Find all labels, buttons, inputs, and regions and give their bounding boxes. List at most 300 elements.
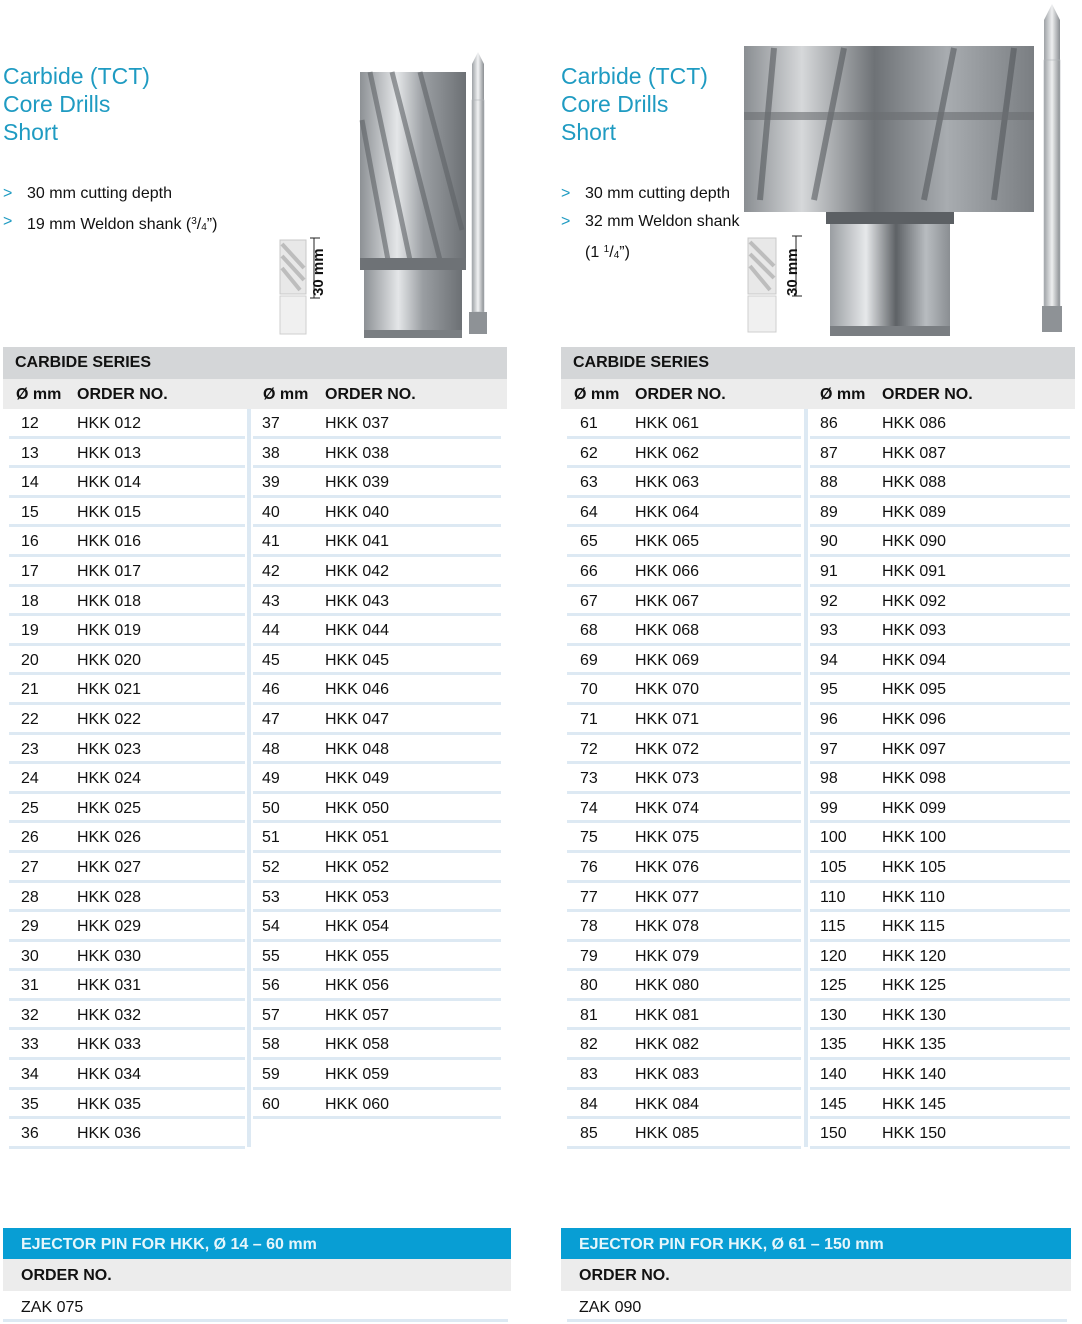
table-column-b — [253, 409, 501, 1119]
order-no-cell: HKK 140 — [882, 1066, 947, 1084]
diameter-cell: 26 — [21, 829, 39, 847]
feature-item — [561, 236, 739, 270]
diameter-cell: 14 — [21, 474, 39, 492]
order-no-cell: HKK 063 — [635, 474, 700, 492]
table-row — [810, 912, 1070, 942]
diameter-cell: 33 — [21, 1036, 39, 1054]
diameter-cell: 96 — [820, 710, 838, 728]
core-drill-image — [360, 72, 466, 338]
order-no-cell: HKK 039 — [325, 474, 390, 492]
table-row — [9, 942, 245, 972]
diameter-cell: 90 — [820, 533, 838, 551]
table-row — [567, 1001, 801, 1031]
diameter-cell: 99 — [820, 799, 838, 817]
col-order-no: ORDER NO. — [635, 386, 726, 403]
ejector-pin-image — [1042, 4, 1062, 332]
feature-item — [561, 180, 739, 208]
order-no-cell: HKK 090 — [882, 533, 947, 551]
order-no-cell: HKK 145 — [882, 1095, 947, 1113]
diameter-cell: 43 — [262, 592, 280, 610]
table-row — [253, 823, 501, 853]
diameter-cell: 16 — [21, 533, 39, 551]
diameter-cell: 88 — [820, 474, 838, 492]
order-no-cell: HKK 030 — [77, 947, 142, 965]
order-no-cell: HKK 053 — [325, 888, 390, 906]
column-header-row — [561, 379, 1075, 409]
order-no-cell: HKK 054 — [325, 918, 390, 936]
table-row — [253, 468, 501, 498]
order-no-cell: HKK 075 — [635, 829, 700, 847]
order-no-cell: HKK 067 — [635, 592, 700, 610]
order-no-cell: HKK 085 — [635, 1125, 700, 1143]
table-row — [567, 587, 801, 617]
order-no-cell: HKK 021 — [77, 681, 142, 699]
ejector-order-value: ZAK 090 — [567, 1291, 1067, 1322]
table-row — [810, 646, 1070, 676]
diameter-cell: 30 — [21, 947, 39, 965]
diameter-cell: 69 — [580, 651, 598, 669]
order-no-cell: HKK 150 — [882, 1125, 947, 1143]
column-header-row — [3, 379, 507, 409]
diameter-cell: 24 — [21, 770, 39, 788]
diameter-cell: 22 — [21, 710, 39, 728]
table-row — [253, 912, 501, 942]
ejector-pin-title: EJECTOR PIN FOR HKK, Ø 14 – 60 mm — [3, 1228, 511, 1259]
ejector-pin-title: EJECTOR PIN FOR HKK, Ø 61 – 150 mm — [561, 1228, 1071, 1259]
table-row — [9, 498, 245, 528]
table-row — [810, 675, 1070, 705]
product-title — [3, 62, 150, 146]
table-row — [253, 1001, 501, 1031]
chevron-right-icon: > — [3, 185, 13, 202]
order-no-cell: HKK 058 — [325, 1036, 390, 1054]
diameter-cell: 58 — [262, 1036, 280, 1054]
table-row — [567, 764, 801, 794]
table-row — [567, 439, 801, 469]
order-no-cell: HKK 040 — [325, 503, 390, 521]
diameter-cell: 23 — [21, 740, 39, 758]
table-row — [567, 735, 801, 765]
diameter-cell: 85 — [580, 1125, 598, 1143]
table-row — [567, 409, 801, 439]
product-illustration — [270, 0, 520, 345]
order-no-cell: HKK 026 — [77, 829, 142, 847]
order-no-cell: HKK 041 — [325, 533, 390, 551]
diameter-cell: 19 — [21, 622, 39, 640]
order-no-cell: HKK 115 — [882, 918, 945, 936]
feature-text: 19 mm Weldon shank ($^3$/4”) — [27, 216, 218, 233]
diameter-cell: 84 — [580, 1095, 598, 1113]
table-row — [253, 735, 501, 765]
table-row — [9, 735, 245, 765]
diameter-cell: 94 — [820, 651, 838, 669]
table-row — [253, 794, 501, 824]
diameter-cell: 49 — [262, 770, 280, 788]
table-row — [810, 1030, 1070, 1060]
order-no-cell: HKK 031 — [77, 977, 142, 995]
diameter-cell: 37 — [262, 415, 280, 432]
order-no-cell: HKK 052 — [325, 858, 390, 876]
order-no-cell: HKK 083 — [635, 1066, 700, 1084]
order-no-cell: HKK 059 — [325, 1066, 390, 1084]
table-row — [567, 557, 801, 587]
order-no-cell: HKK 017 — [77, 562, 142, 580]
order-no-cell: HKK 064 — [635, 503, 700, 521]
chevron-right-icon: > — [3, 213, 13, 230]
order-no-cell: HKK 016 — [77, 533, 142, 551]
diameter-cell: 61 — [580, 415, 598, 432]
diameter-cell: 95 — [820, 681, 838, 699]
diameter-cell: 67 — [580, 592, 598, 610]
title-line: Core Drills — [3, 91, 111, 117]
diameter-cell: 145 — [820, 1095, 847, 1113]
order-no-cell: HKK 065 — [635, 533, 700, 551]
feature-text: 30 mm cutting depth — [27, 185, 172, 202]
diameter-cell: 41 — [262, 533, 280, 551]
order-no-cell: HKK 047 — [325, 710, 390, 728]
diameter-cell: 82 — [580, 1036, 598, 1054]
order-no-cell: HKK 098 — [882, 770, 947, 788]
table-row — [253, 409, 501, 439]
table-row — [9, 971, 245, 1001]
table-row — [567, 675, 801, 705]
col-diameter: Ø mm — [820, 386, 866, 403]
diameter-cell: 79 — [580, 947, 598, 965]
table-row — [810, 1001, 1070, 1031]
diameter-cell: 62 — [580, 444, 598, 462]
order-no-cell: HKK 082 — [635, 1036, 700, 1054]
order-no-cell: HKK 100 — [882, 829, 947, 847]
table-row — [9, 1119, 245, 1149]
table-row — [567, 646, 801, 676]
order-no-cell: HKK 057 — [325, 1006, 390, 1024]
order-no-cell: HKK 024 — [77, 770, 142, 788]
table-row — [810, 587, 1070, 617]
diameter-cell: 18 — [21, 592, 39, 610]
table-row — [567, 883, 801, 913]
diameter-cell: 20 — [21, 651, 39, 669]
order-no-cell: HKK 062 — [635, 444, 700, 462]
diameter-cell: 98 — [820, 770, 838, 788]
diameter-cell: 76 — [580, 858, 598, 876]
diameter-cell: 51 — [262, 829, 280, 847]
diameter-cell: 135 — [820, 1036, 847, 1054]
feature-item — [3, 208, 217, 242]
table-row — [810, 557, 1070, 587]
table-row — [9, 912, 245, 942]
diameter-cell: 38 — [262, 444, 280, 462]
table-row — [253, 557, 501, 587]
col-diameter: Ø mm — [574, 386, 620, 403]
order-no-cell: HKK 045 — [325, 651, 390, 669]
diameter-cell: 70 — [580, 681, 598, 699]
table-row — [810, 853, 1070, 883]
table-row — [9, 527, 245, 557]
table-row — [810, 764, 1070, 794]
order-no-cell: HKK 032 — [77, 1006, 142, 1024]
title-line: Carbide (TCT) — [561, 63, 708, 89]
diameter-cell: 17 — [21, 562, 39, 580]
table-row — [9, 1060, 245, 1090]
table-row — [9, 794, 245, 824]
diameter-cell: 91 — [820, 562, 838, 580]
table-row — [810, 883, 1070, 913]
order-no-cell: HKK 099 — [882, 799, 947, 817]
order-no-cell: HKK 078 — [635, 918, 700, 936]
order-no-cell: HKK 097 — [882, 740, 947, 758]
table-row — [567, 942, 801, 972]
table-row — [253, 883, 501, 913]
table-row — [253, 1090, 501, 1120]
order-no-cell: HKK 051 — [325, 829, 390, 847]
ejector-order-value: ZAK 075 — [3, 1291, 508, 1322]
chevron-right-icon: > — [561, 185, 571, 202]
diameter-cell: 150 — [820, 1125, 847, 1143]
order-no-cell: HKK 095 — [882, 681, 947, 699]
diameter-cell: 31 — [21, 977, 39, 995]
order-no-cell: HKK 094 — [882, 651, 947, 669]
diameter-cell: 52 — [262, 858, 280, 876]
diameter-cell: 53 — [262, 888, 280, 906]
order-no-cell: HKK 135 — [882, 1036, 947, 1054]
diameter-cell: 140 — [820, 1066, 847, 1084]
right-panel — [558, 0, 1082, 1324]
table-row — [253, 675, 501, 705]
col-order-no: ORDER NO. — [325, 386, 416, 403]
table-row — [9, 646, 245, 676]
order-no-cell: HKK 091 — [882, 562, 947, 580]
ejector-pin-image — [469, 52, 487, 334]
table-row — [253, 498, 501, 528]
diameter-cell: 75 — [580, 829, 598, 847]
order-no-cell: HKK 087 — [882, 444, 947, 462]
table-row — [253, 705, 501, 735]
order-no-cell: HKK 036 — [77, 1125, 142, 1143]
diameter-cell: 65 — [580, 533, 598, 551]
order-no-cell: HKK 086 — [882, 415, 947, 432]
table-row — [9, 409, 245, 439]
table-row — [9, 705, 245, 735]
diameter-cell: 89 — [820, 503, 838, 521]
diameter-cell: 87 — [820, 444, 838, 462]
order-no-cell: HKK 037 — [325, 415, 390, 432]
diameter-cell: 74 — [580, 799, 598, 817]
order-no-cell: HKK 049 — [325, 770, 390, 788]
order-no-cell: HKK 060 — [325, 1095, 390, 1113]
order-no-cell: HKK 023 — [77, 740, 142, 758]
table-row — [810, 705, 1070, 735]
table-row — [810, 468, 1070, 498]
table-row — [567, 1060, 801, 1090]
order-no-cell: HKK 069 — [635, 651, 700, 669]
diameter-cell: 110 — [820, 888, 846, 906]
order-no-cell: HKK 033 — [77, 1036, 142, 1054]
diameter-cell: 72 — [580, 740, 598, 758]
order-no-cell: HKK 020 — [77, 651, 142, 669]
diameter-cell: 32 — [21, 1006, 39, 1024]
order-no-cell: HKK 077 — [635, 888, 700, 906]
diameter-cell: 120 — [820, 947, 847, 965]
order-no-cell: HKK 044 — [325, 622, 390, 640]
order-no-cell: HKK 074 — [635, 799, 700, 817]
order-no-cell: HKK 080 — [635, 977, 700, 995]
table-row — [567, 971, 801, 1001]
col-order-no: ORDER NO. — [882, 386, 973, 403]
table-row — [9, 587, 245, 617]
diameter-cell: 27 — [21, 858, 39, 876]
table-row — [567, 1119, 801, 1149]
diameter-cell: 45 — [262, 651, 280, 669]
order-no-cell: HKK 093 — [882, 622, 947, 640]
diameter-cell: 21 — [21, 681, 39, 699]
diameter-cell: 57 — [262, 1006, 280, 1024]
table-column-b — [810, 409, 1070, 1149]
title-line: Short — [561, 119, 616, 145]
order-no-cell: HKK 028 — [77, 888, 142, 906]
table-row — [567, 1090, 801, 1120]
table-row — [810, 1119, 1070, 1149]
series-title: CARBIDE SERIES — [561, 347, 1075, 379]
feature-list — [561, 180, 739, 270]
table-row — [253, 616, 501, 646]
diameter-cell: 81 — [580, 1006, 598, 1024]
table-row — [9, 1030, 245, 1060]
order-no-cell: HKK 018 — [77, 592, 142, 610]
feature-list — [3, 180, 217, 242]
order-no-cell: HKK 027 — [77, 858, 142, 876]
table-row — [9, 764, 245, 794]
table-row — [810, 409, 1070, 439]
diameter-cell: 29 — [21, 918, 39, 936]
table-row — [9, 675, 245, 705]
table-row — [810, 735, 1070, 765]
diameter-cell: 35 — [21, 1095, 39, 1113]
order-no-cell: HKK 072 — [635, 740, 700, 758]
order-no-cell: HKK 042 — [325, 562, 390, 580]
table-row — [567, 1030, 801, 1060]
table-row — [810, 498, 1070, 528]
diameter-cell: 115 — [820, 918, 846, 936]
diameter-cell: 105 — [820, 858, 847, 876]
order-no-cell: HKK 043 — [325, 592, 390, 610]
table-row — [810, 942, 1070, 972]
order-no-cell: HKK 048 — [325, 740, 390, 758]
column-divider — [804, 409, 808, 1147]
table-row — [567, 468, 801, 498]
diameter-cell: 12 — [21, 415, 39, 432]
table-row — [253, 646, 501, 676]
feature-item — [3, 180, 217, 208]
diameter-cell: 44 — [262, 622, 280, 640]
table-row — [253, 853, 501, 883]
diameter-cell: 68 — [580, 622, 598, 640]
order-no-cell: HKK 056 — [325, 977, 390, 995]
order-no-cell: HKK 089 — [882, 503, 947, 521]
order-no-cell: HKK 013 — [77, 444, 142, 462]
feature-text: 30 mm cutting depth — [585, 185, 730, 202]
table-row — [9, 468, 245, 498]
table-row — [567, 823, 801, 853]
order-no-cell: HKK 034 — [77, 1066, 142, 1084]
left-panel — [0, 0, 520, 1324]
diameter-cell: 71 — [580, 710, 598, 728]
feature-text: 32 mm Weldon shank — [585, 213, 740, 230]
order-no-cell: HKK 029 — [77, 918, 142, 936]
diameter-cell: 59 — [262, 1066, 280, 1084]
order-no-cell: HKK 055 — [325, 947, 390, 965]
table-row — [567, 853, 801, 883]
table-row — [810, 616, 1070, 646]
diameter-cell: 73 — [580, 770, 598, 788]
order-no-cell: HKK 120 — [882, 947, 947, 965]
ejector-order-header: ORDER NO. — [561, 1259, 1071, 1291]
table-row — [810, 794, 1070, 824]
product-title — [561, 62, 708, 146]
diameter-cell: 86 — [820, 415, 838, 432]
table-row — [253, 1030, 501, 1060]
table-column-a — [567, 409, 801, 1149]
diameter-cell: 15 — [21, 503, 39, 521]
diameter-cell: 46 — [262, 681, 280, 699]
diameter-cell: 50 — [262, 799, 280, 817]
diameter-cell: 36 — [21, 1125, 39, 1143]
table-row — [810, 971, 1070, 1001]
diameter-cell: 125 — [820, 977, 847, 995]
diameter-cell: 80 — [580, 977, 598, 995]
table-row — [253, 439, 501, 469]
order-no-cell: HKK 061 — [635, 415, 700, 432]
order-no-cell: HKK 092 — [882, 592, 947, 610]
diameter-cell: 47 — [262, 710, 280, 728]
feature-item — [561, 208, 739, 236]
order-no-cell: HKK 035 — [77, 1095, 142, 1113]
title-line: Core Drills — [561, 91, 669, 117]
series-title: CARBIDE SERIES — [3, 347, 507, 379]
table-row — [9, 1001, 245, 1031]
order-no-cell: HKK 084 — [635, 1095, 700, 1113]
diameter-cell: 34 — [21, 1066, 39, 1084]
order-no-cell: HKK 110 — [882, 888, 945, 906]
col-order-no: ORDER NO. — [77, 386, 168, 403]
table-row — [9, 853, 245, 883]
diameter-cell: 93 — [820, 622, 838, 640]
table-row — [810, 527, 1070, 557]
table-row — [253, 587, 501, 617]
order-no-cell: HKK 019 — [77, 622, 142, 640]
order-no-cell: HKK 105 — [882, 858, 947, 876]
diameter-cell: 92 — [820, 592, 838, 610]
table-row — [253, 764, 501, 794]
order-no-cell: HKK 050 — [325, 799, 390, 817]
table-row — [567, 794, 801, 824]
diameter-cell: 100 — [820, 829, 847, 847]
title-line: Carbide (TCT) — [3, 63, 150, 89]
ejector-order-header: ORDER NO. — [3, 1259, 511, 1291]
diameter-cell: 64 — [580, 503, 598, 521]
column-divider — [247, 409, 251, 1147]
order-no-cell: HKK 070 — [635, 681, 700, 699]
order-no-cell: HKK 125 — [882, 977, 947, 995]
order-no-cell: HKK 012 — [77, 415, 142, 432]
table-row — [253, 942, 501, 972]
order-no-cell: HKK 038 — [325, 444, 390, 462]
col-diameter: Ø mm — [263, 386, 309, 403]
order-no-cell: HKK 068 — [635, 622, 700, 640]
diameter-cell: 39 — [262, 474, 280, 492]
table-row — [567, 705, 801, 735]
order-no-cell: HKK 096 — [882, 710, 947, 728]
diameter-cell: 63 — [580, 474, 598, 492]
